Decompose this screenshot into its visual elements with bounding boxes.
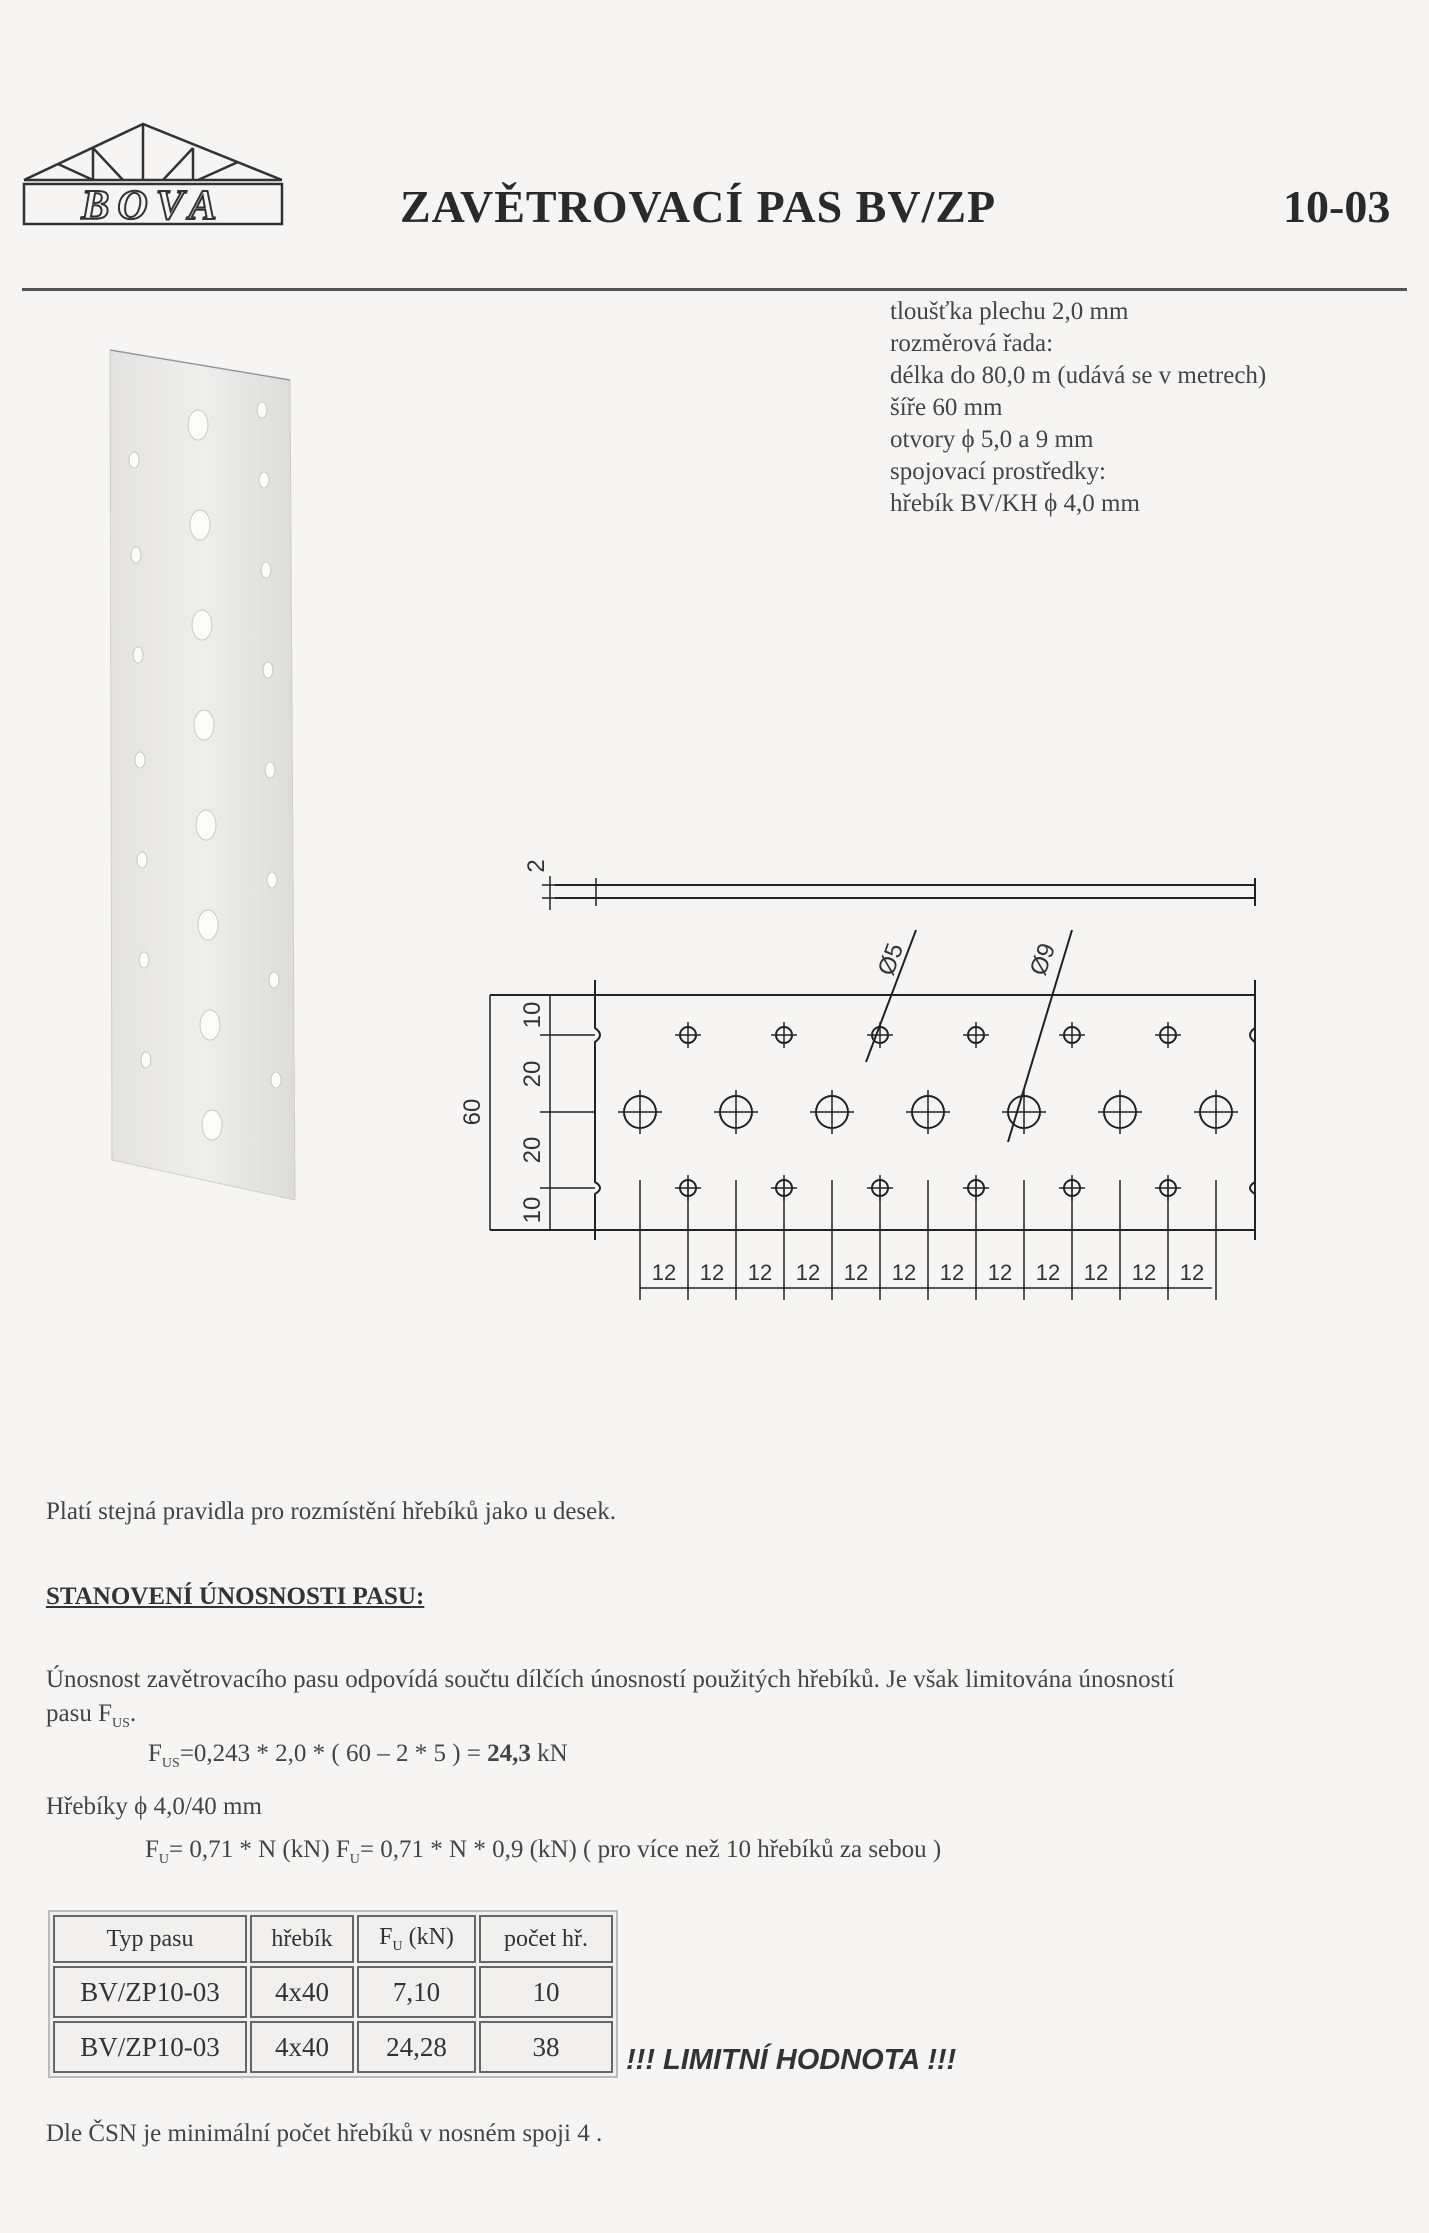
table-cell: 4x40	[250, 2021, 354, 2073]
rule-note: Platí stejná pravidla pro rozmístění hřebíků jako u desek.	[46, 1498, 616, 1525]
minimum-note: Dle ČSN je minimální počet hřebíků v nosném spoji 4 .	[46, 2120, 603, 2147]
formula-symbol: F	[148, 1740, 162, 1767]
formula-result: 24,3	[487, 1740, 531, 1767]
header-rule	[22, 288, 1407, 291]
para-end: .	[129, 1700, 137, 1727]
spec-line: otvory ϕ 5,0 a 9 mm	[890, 426, 1094, 453]
table-header-row	[53, 1915, 613, 1963]
pitch-label: 12	[1035, 1260, 1061, 1285]
formula-fu	[145, 1836, 941, 1868]
capacity-table	[48, 1910, 618, 2078]
pitch-label: 12	[843, 1260, 869, 1285]
fu-sub: U	[392, 1938, 403, 1954]
pitch-label: 12	[1083, 1260, 1109, 1285]
nails-line: Hřebíky ϕ 4,0/40 mm	[46, 1793, 262, 1820]
spec-line: hřebík BV/KH ϕ 4,0 mm	[890, 490, 1140, 517]
table-cell: 38	[479, 2021, 613, 2073]
pitch-label: 12	[891, 1260, 917, 1285]
table-cell: 10	[479, 1966, 613, 2018]
spec-line: tloušťka plechu 2,0 mm	[890, 298, 1129, 325]
page-title: ZAVĚTROVACÍ PAS BV/ZP	[400, 181, 997, 232]
formula-sub: US	[161, 1756, 180, 1771]
table-cell: 24,28	[357, 2021, 476, 2073]
col-fu	[357, 1915, 476, 1963]
para-text: Únosnost zavětrovacího pasu odpovídá součtu dílčích únosností použitých hřebíků. Je však limitována únosností pasu F	[46, 1666, 1175, 1727]
spec-line: délka do 80,0 m (udává se v metrech)	[890, 362, 1267, 389]
table-row	[53, 2021, 613, 2073]
table-cell: BV/ZP10-03	[53, 1966, 247, 2018]
para-sub: US	[111, 1716, 130, 1731]
spec-list	[890, 296, 1266, 520]
formula-expr: = 0,71 * N (kN) F	[169, 1836, 350, 1863]
fu-unit: (kN)	[402, 1923, 454, 1950]
dim-10-top: 10	[519, 1001, 546, 1029]
product-photo	[100, 340, 330, 1205]
pitch-label: 12	[987, 1260, 1013, 1285]
hole-small-label: Ø5	[872, 939, 910, 980]
spec-line: rozměrová řada:	[890, 330, 1054, 357]
dim-20-upper: 20	[519, 1060, 546, 1088]
pitch-label: 12	[795, 1260, 821, 1285]
formula-expr: =0,243 * 2,0 * ( 60 – 2 * 5 ) =	[179, 1740, 488, 1767]
section-heading: STANOVENÍ ÚNOSNOSTI PASU:	[46, 1583, 425, 1610]
hole-large-label: Ø9	[1024, 939, 1062, 980]
pitch-label: 12	[1179, 1260, 1205, 1285]
col-nail: hřebík	[250, 1915, 354, 1963]
page-code: 10-03	[1283, 181, 1391, 232]
table-row	[53, 1966, 613, 2018]
spec-line: šíře 60 mm	[890, 394, 1003, 421]
table-cell: 4x40	[250, 1966, 354, 2018]
table-cell: BV/ZP10-03	[53, 2021, 247, 2073]
pitch-label: 12	[939, 1260, 965, 1285]
limit-warning: !!! LIMITNÍ HODNOTA !!!	[626, 2044, 957, 2076]
formula-fus	[148, 1740, 568, 1772]
formula-unit: kN	[530, 1740, 568, 1767]
formula-sub: U	[158, 1852, 170, 1867]
fu-symbol: F	[379, 1923, 393, 1950]
pitch-label: 12	[747, 1260, 773, 1285]
logo-text: BOVA	[81, 183, 225, 228]
formula-expr: = 0,71 * N * 0,9 (kN) ( pro více než 10 hřebíků za sebou )	[359, 1836, 942, 1863]
thickness-label: 2	[523, 859, 550, 873]
pitch-label: 12	[699, 1260, 725, 1285]
spec-line: spojovací prostředky:	[890, 458, 1106, 485]
dim-10-bottom: 10	[519, 1196, 546, 1224]
col-count: počet hř.	[479, 1915, 613, 1963]
dim-20-lower: 20	[519, 1136, 546, 1164]
table-cell: 7,10	[357, 1966, 476, 2018]
bova-logo	[18, 118, 288, 233]
paragraph	[46, 1663, 1226, 1741]
pitch-label: 12	[1131, 1260, 1157, 1285]
col-type: Typ pasu	[53, 1915, 247, 1963]
pitch-label: 12	[651, 1260, 677, 1285]
technical-drawing	[460, 830, 1280, 1305]
width-label: 60	[460, 1098, 486, 1126]
formula-symbol: F	[145, 1836, 159, 1863]
formula-sub: U	[349, 1852, 360, 1867]
